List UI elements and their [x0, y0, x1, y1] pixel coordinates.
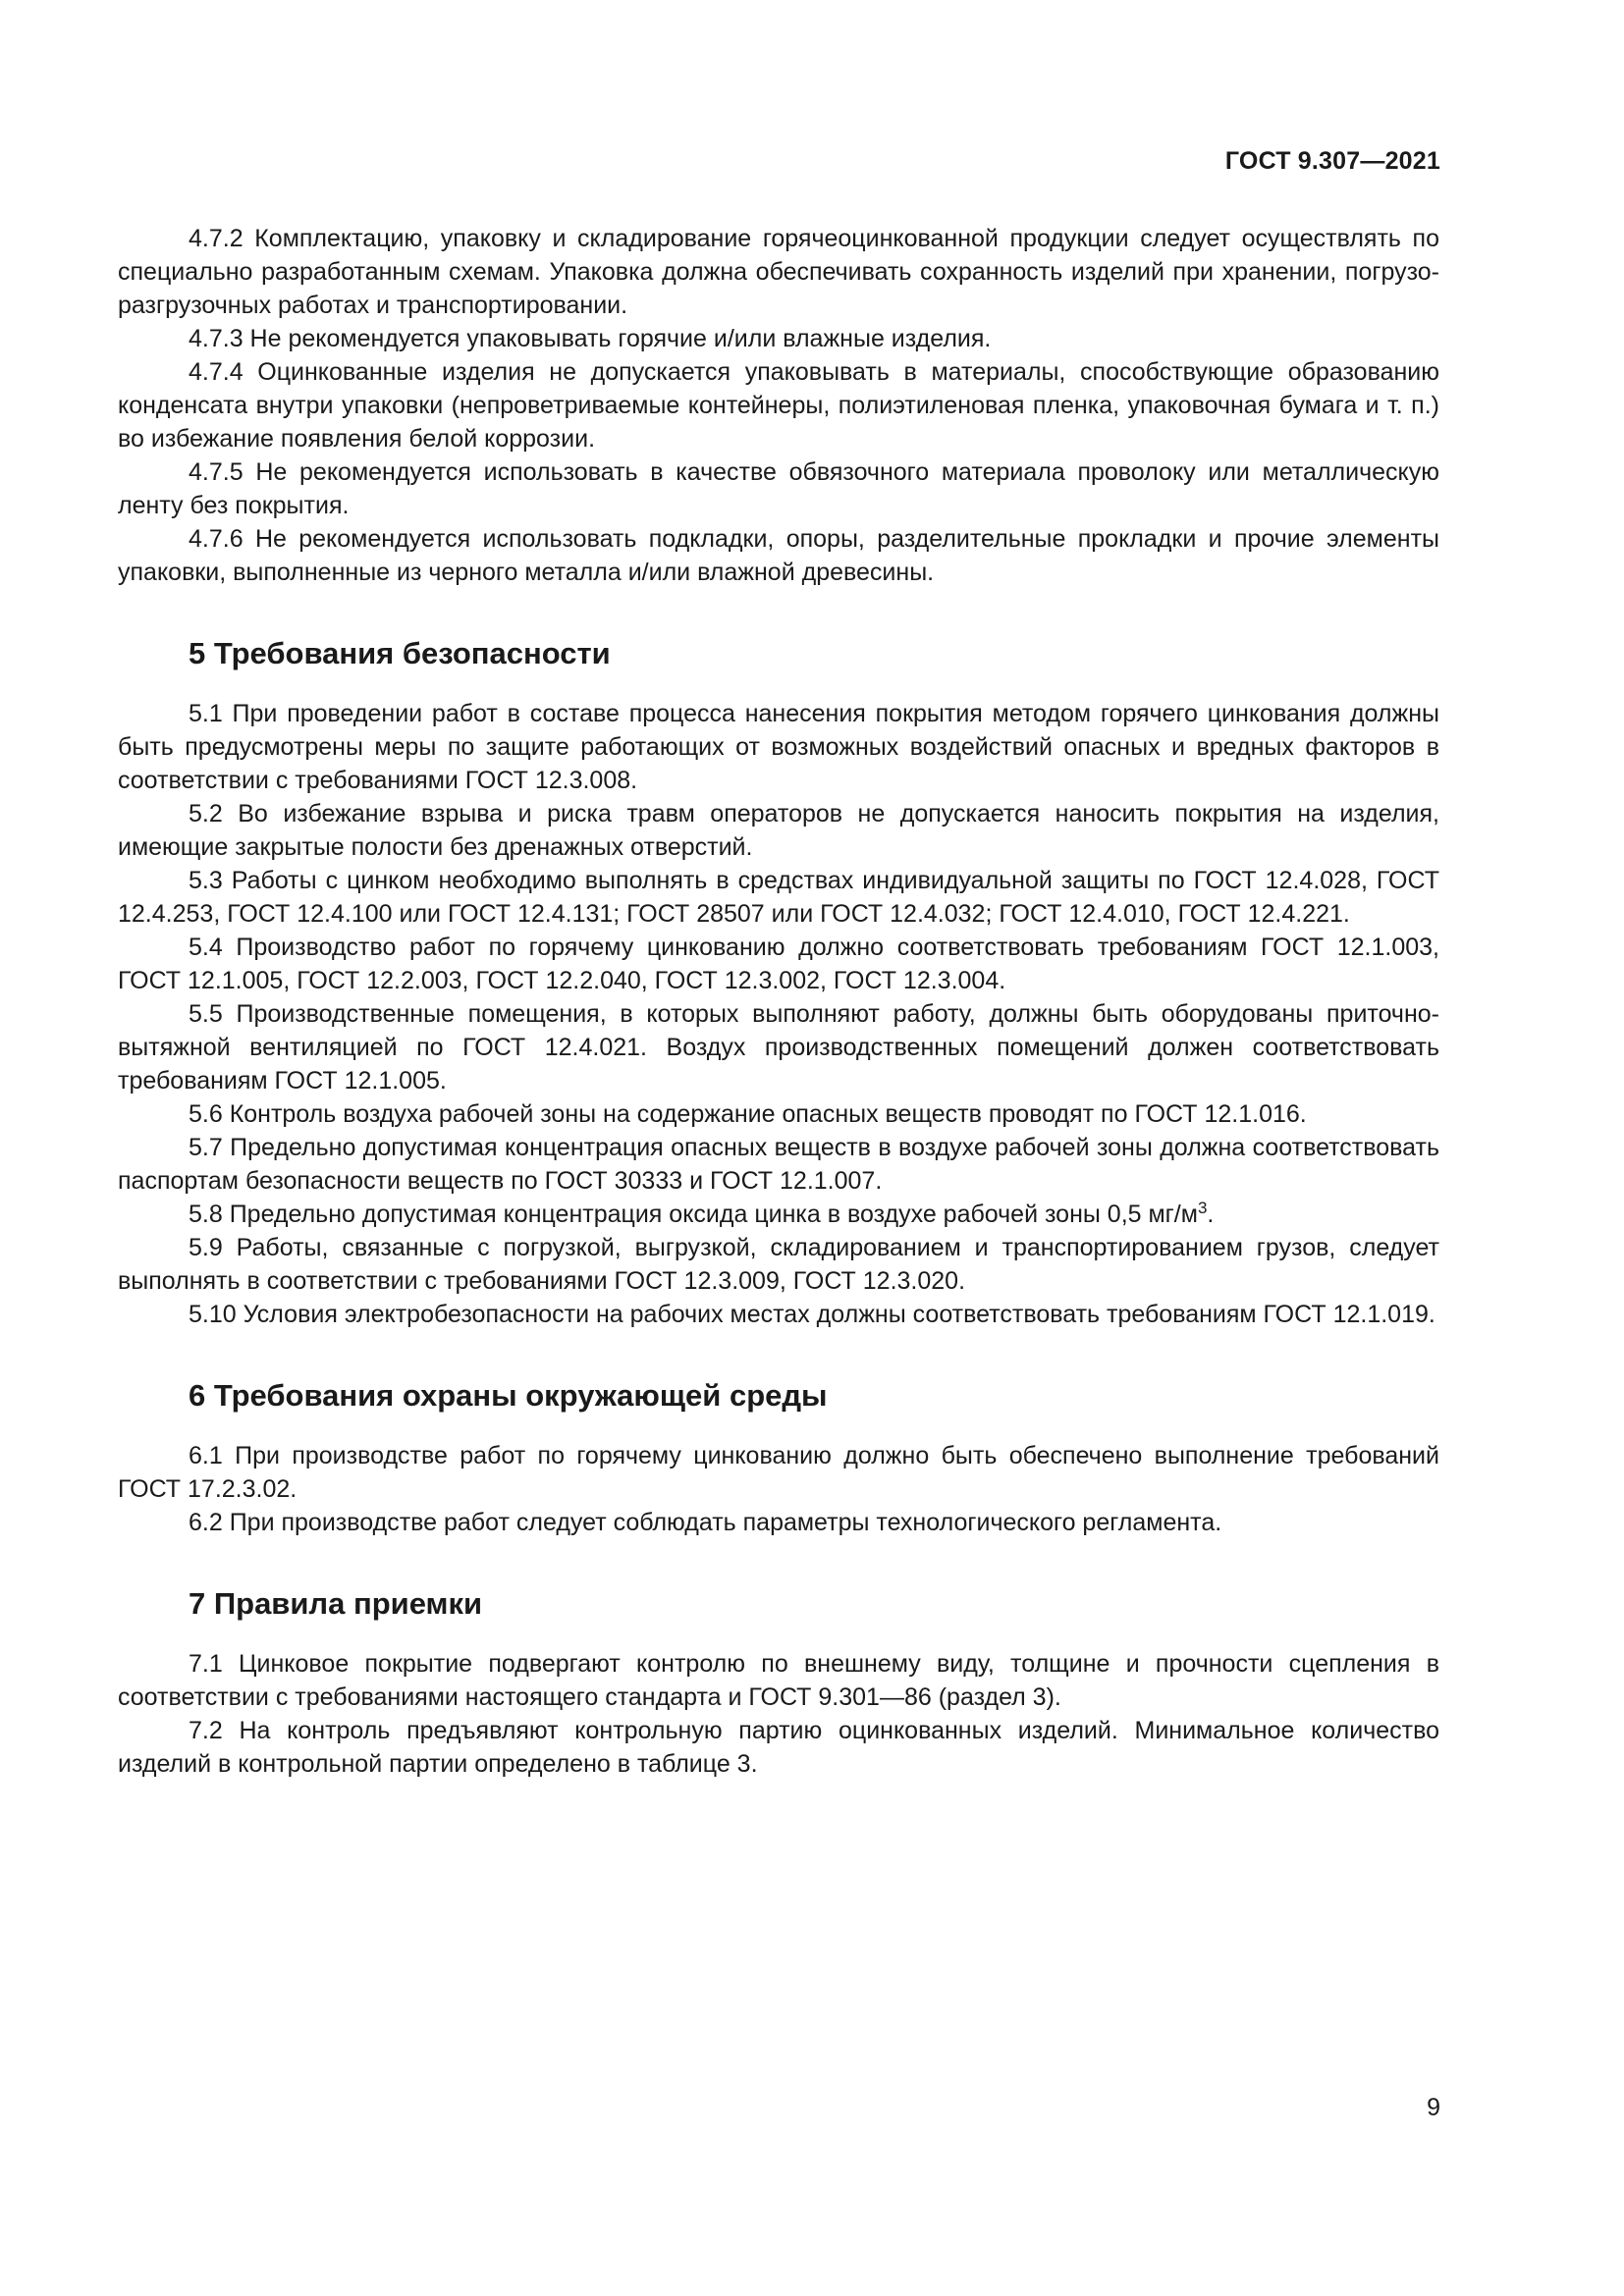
section-5-title: 5 Требования безопасности — [189, 636, 611, 670]
paragraph-4-7-5: 4.7.5 Не рекомендуется использовать в качестве обвязочного материала проволоку или металлическую ленту без покрытия. — [118, 458, 1439, 519]
superscript-cubic: 3 — [1197, 1199, 1208, 1217]
paragraph-7-1: 7.1 Цинковое покрытие подвергают контролю по внешнему виду, толщине и прочности сцепления в соответствии с требованиями настоящего стандарта и ГОСТ 9.301—86 (раздел 3). — [118, 1650, 1439, 1711]
document-code-header: ГОСТ 9.307—2021 — [1224, 147, 1440, 175]
section-6-title: 6 Требования охраны окружающей среды — [189, 1378, 828, 1413]
paragraph-5-10: 5.10 Условия электробезопасности на рабочих местах должны соответствовать требованиям ГОСТ 12.1.019. — [189, 1301, 1435, 1328]
document-body — [118, 222, 1439, 1781]
paragraph-5-8-end: . — [1207, 1201, 1215, 1228]
paragraph-4-7-6: 4.7.6 Не рекомендуется использовать подкладки, опоры, разделительные прокладки и прочие элементы упаковки, выполненные из черного металла и/или влажной древесины. — [118, 525, 1439, 586]
paragraph-5-6: 5.6 Контроль воздуха рабочей зоны на содержание опасных веществ проводят по ГОСТ 12.1.016. — [189, 1100, 1307, 1128]
paragraph-5-7: 5.7 Предельно допустимая концентрация опасных веществ в воздухе рабочей зоны должна соответствовать паспортам безопасности веществ по ГОСТ 30333 и ГОСТ 12.1.007. — [118, 1134, 1439, 1195]
paragraph-4-7-2: 4.7.2 Комплектацию, упаковку и складирование горячеоцинкованной продукции следует осуществлять по специально разработанным схемам. Упаковка должна обеспечивать сохранность изделий при хранении, погрузо-разгрузочных работах и транспортировании. — [118, 225, 1439, 319]
paragraph-5-5: 5.5 Производственные помещения, в которых выполняют работу, должны быть оборудованы приточно-вытяжной вентиляцией по ГОСТ 12.4.021. Воздух производственных помещений должен соответствовать требованиям ГОСТ 12.1.005. — [118, 1000, 1439, 1095]
paragraph-6-2: 6.2 При производстве работ следует соблюдать параметры технологического регламента. — [189, 1509, 1222, 1536]
section-7-title: 7 Правила приемки — [189, 1586, 483, 1621]
page-number: 9 — [1427, 2094, 1440, 2121]
paragraph-4-7-3: 4.7.3 Не рекомендуется упаковывать горячие и/или влажные изделия. — [189, 325, 992, 352]
paragraph-5-1: 5.1 При проведении работ в составе процесса нанесения покрытия методом горячего цинкования должны быть предусмотрены меры по защите работающих от возможных воздействий опасных и вредных факторов в соответствии с требованиями ГОСТ 12.3.008. — [118, 700, 1439, 794]
paragraph-7-2: 7.2 На контроль предъявляют контрольную партию оцинкованных изделий. Минимальное количество изделий в контрольной партии определено в таблице 3. — [118, 1717, 1439, 1778]
paragraph-5-8 — [118, 1198, 1439, 1231]
paragraph-5-8-text: 5.8 Предельно допустимая концентрация оксида цинка в воздухе рабочей зоны 0,5 мг/м — [189, 1201, 1198, 1228]
paragraph-4-7-4: 4.7.4 Оцинкованные изделия не допускается упаковывать в материалы, способствующие образованию конденсата внутри упаковки (непроветриваемые контейнеры, полиэтиленовая пленка, упаковочная бумага и т. п.) во избежание появления белой коррозии. — [118, 358, 1439, 453]
paragraph-5-2: 5.2 Во избежание взрыва и риска травм операторов не допускается наносить покрытия на изделия, имеющие закрытые полости без дренажных отверстий. — [118, 800, 1439, 861]
paragraph-5-9: 5.9 Работы, связанные с погрузкой, выгрузкой, складированием и транспортированием грузов, следует выполнять в соответствии с требованиями ГОСТ 12.3.009, ГОСТ 12.3.020. — [118, 1234, 1439, 1295]
paragraph-5-3: 5.3 Работы с цинком необходимо выполнять в средствах индивидуальной защиты по ГОСТ 12.4.028, ГОСТ 12.4.253, ГОСТ 12.4.100 или ГОСТ 12.4.131; ГОСТ 28507 или ГОСТ 12.4.032; ГОСТ 12.4.010, ГОСТ 12.4.221. — [118, 867, 1439, 928]
paragraph-5-4: 5.4 Производство работ по горячему цинкованию должно соответствовать требованиям ГОСТ 12.1.003, ГОСТ 12.1.005, ГОСТ 12.2.003, ГОСТ 12.2.040, ГОСТ 12.3.002, ГОСТ 12.3.004. — [118, 934, 1439, 994]
paragraph-6-1: 6.1 При производстве работ по горячему цинкованию должно быть обеспечено выполнение требований ГОСТ 17.2.3.02. — [118, 1442, 1439, 1503]
